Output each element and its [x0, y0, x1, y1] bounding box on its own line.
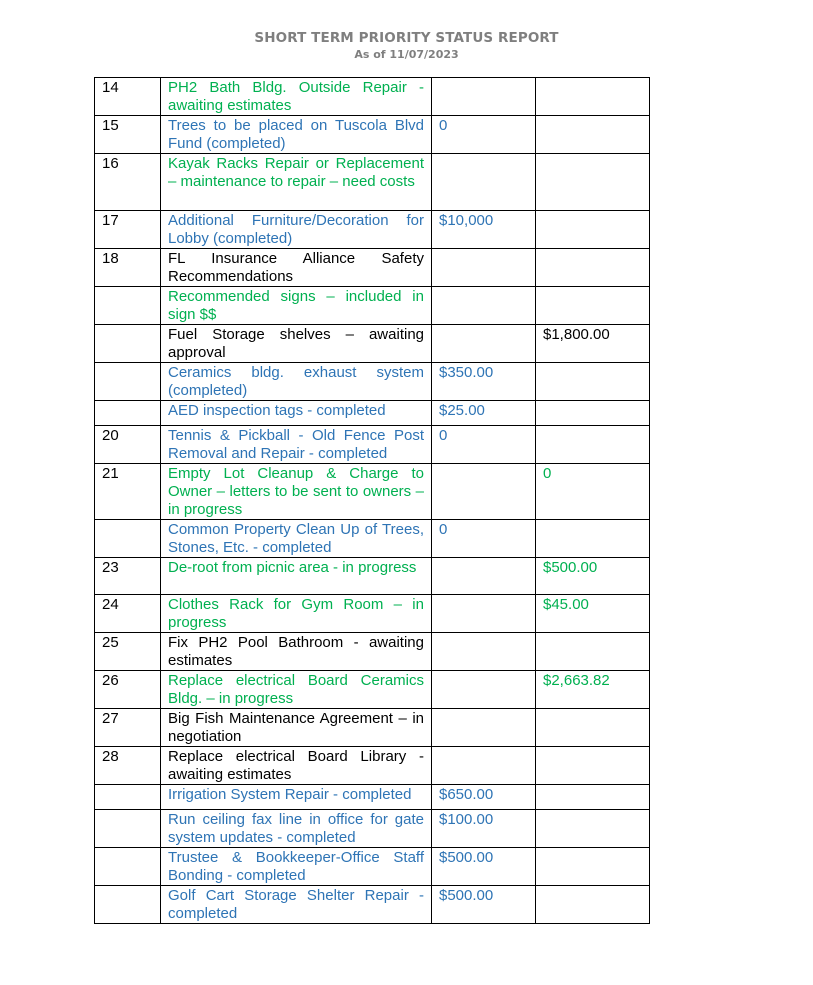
item-pending-amount-cell — [536, 886, 650, 924]
item-amount-cell: $100.00 — [432, 810, 536, 848]
table-row — [95, 287, 650, 325]
table-row — [95, 363, 650, 401]
item-amount-cell: 0 — [432, 520, 536, 558]
item-description-cell: Ceramics bldg. exhaust system (completed) — [161, 363, 432, 401]
item-pending-amount-cell: $500.00 — [536, 558, 650, 595]
item-pending-amount-cell — [536, 520, 650, 558]
item-description-cell: Recommended signs – included in sign $$ — [161, 287, 432, 325]
item-pending-amount-cell: $2,663.82 — [536, 671, 650, 709]
table-row — [95, 325, 650, 363]
item-pending-amount-cell — [536, 287, 650, 325]
item-pending-amount-cell — [536, 709, 650, 747]
table-row — [95, 78, 650, 116]
item-description-cell: Additional Furniture/Decoration for Lobby (completed) — [161, 211, 432, 249]
item-amount-cell — [432, 464, 536, 520]
table-row — [95, 558, 650, 595]
item-number-cell — [95, 325, 161, 363]
item-description-cell: Tennis & Pickball - Old Fence Post Removal and Repair - completed — [161, 426, 432, 464]
status-table — [94, 77, 650, 924]
table-row — [95, 886, 650, 924]
item-pending-amount-cell — [536, 785, 650, 810]
item-amount-cell — [432, 558, 536, 595]
item-description-cell: Fuel Storage shelves – awaiting approval — [161, 325, 432, 363]
item-description-cell: Run ceiling fax line in office for gate system updates - completed — [161, 810, 432, 848]
table-row — [95, 747, 650, 785]
table-row — [95, 595, 650, 633]
item-number-cell: 14 — [95, 78, 161, 116]
item-pending-amount-cell — [536, 810, 650, 848]
item-number-cell — [95, 520, 161, 558]
item-number-cell: 24 — [95, 595, 161, 633]
item-amount-cell — [432, 287, 536, 325]
item-number-cell: 18 — [95, 249, 161, 287]
item-description-cell: Golf Cart Storage Shelter Repair - completed — [161, 886, 432, 924]
table-row — [95, 154, 650, 211]
item-description-cell: AED inspection tags - completed — [161, 401, 432, 426]
item-number-cell — [95, 401, 161, 426]
item-amount-cell: 0 — [432, 426, 536, 464]
item-pending-amount-cell — [536, 249, 650, 287]
item-amount-cell — [432, 78, 536, 116]
item-number-cell: 23 — [95, 558, 161, 595]
item-pending-amount-cell: $45.00 — [536, 595, 650, 633]
item-description-cell: Empty Lot Cleanup & Charge to Owner – letters to be sent to owners – in progress — [161, 464, 432, 520]
item-description-cell: Common Property Clean Up of Trees, Stones, Etc. - completed — [161, 520, 432, 558]
item-amount-cell: $500.00 — [432, 886, 536, 924]
item-number-cell: 16 — [95, 154, 161, 211]
item-description-cell: Trustee & Bookkeeper-Office Staff Bonding - completed — [161, 848, 432, 886]
table-row — [95, 848, 650, 886]
item-description-cell: Replace electrical Board Library - awaiting estimates — [161, 747, 432, 785]
item-amount-cell — [432, 747, 536, 785]
item-number-cell: 28 — [95, 747, 161, 785]
item-number-cell — [95, 363, 161, 401]
item-description-cell: Kayak Racks Repair or Replacement – maintenance to repair – need costs — [161, 154, 432, 211]
item-pending-amount-cell — [536, 116, 650, 154]
item-number-cell — [95, 848, 161, 886]
report-date: As of 11/07/2023 — [354, 48, 459, 61]
item-amount-cell: $500.00 — [432, 848, 536, 886]
item-pending-amount-cell: $1,800.00 — [536, 325, 650, 363]
item-number-cell: 27 — [95, 709, 161, 747]
item-pending-amount-cell — [536, 848, 650, 886]
table-row — [95, 426, 650, 464]
table-row — [95, 116, 650, 154]
item-amount-cell: 0 — [432, 116, 536, 154]
item-number-cell — [95, 810, 161, 848]
item-number-cell: 20 — [95, 426, 161, 464]
item-number-cell: 26 — [95, 671, 161, 709]
table-row — [95, 810, 650, 848]
item-number-cell: 25 — [95, 633, 161, 671]
item-pending-amount-cell — [536, 747, 650, 785]
item-amount-cell — [432, 709, 536, 747]
report-title: SHORT TERM PRIORITY STATUS REPORT — [254, 30, 559, 46]
item-pending-amount-cell — [536, 154, 650, 211]
item-pending-amount-cell — [536, 401, 650, 426]
item-number-cell: 17 — [95, 211, 161, 249]
item-amount-cell — [432, 249, 536, 287]
item-amount-cell — [432, 671, 536, 709]
item-number-cell — [95, 287, 161, 325]
item-amount-cell: $350.00 — [432, 363, 536, 401]
table-row — [95, 249, 650, 287]
item-pending-amount-cell — [536, 363, 650, 401]
item-description-cell: FL Insurance Alliance Safety Recommendations — [161, 249, 432, 287]
item-amount-cell: $650.00 — [432, 785, 536, 810]
table-row — [95, 709, 650, 747]
item-pending-amount-cell — [536, 78, 650, 116]
item-description-cell: Fix PH2 Pool Bathroom - awaiting estimates — [161, 633, 432, 671]
item-description-cell: De-root from picnic area - in progress — [161, 558, 432, 595]
item-pending-amount-cell — [536, 633, 650, 671]
item-number-cell: 21 — [95, 464, 161, 520]
item-description-cell: Clothes Rack for Gym Room – in progress — [161, 595, 432, 633]
table-row — [95, 211, 650, 249]
table-row — [95, 401, 650, 426]
table-row — [95, 633, 650, 671]
item-amount-cell — [432, 154, 536, 211]
item-number-cell — [95, 886, 161, 924]
item-description-cell: Replace electrical Board Ceramics Bldg. – in progress — [161, 671, 432, 709]
item-amount-cell: $25.00 — [432, 401, 536, 426]
item-description-cell: Big Fish Maintenance Agreement – in negotiation — [161, 709, 432, 747]
item-pending-amount-cell — [536, 211, 650, 249]
item-number-cell: 15 — [95, 116, 161, 154]
table-row — [95, 464, 650, 520]
item-amount-cell — [432, 595, 536, 633]
item-description-cell: Irrigation System Repair - completed — [161, 785, 432, 810]
table-row — [95, 520, 650, 558]
item-amount-cell — [432, 633, 536, 671]
table-row — [95, 671, 650, 709]
item-description-cell: PH2 Bath Bldg. Outside Repair - awaiting estimates — [161, 78, 432, 116]
item-number-cell — [95, 785, 161, 810]
item-pending-amount-cell — [536, 426, 650, 464]
item-description-cell: Trees to be placed on Tuscola Blvd Fund (completed) — [161, 116, 432, 154]
item-amount-cell: $10,000 — [432, 211, 536, 249]
item-amount-cell — [432, 325, 536, 363]
item-pending-amount-cell: 0 — [536, 464, 650, 520]
table-row — [95, 785, 650, 810]
